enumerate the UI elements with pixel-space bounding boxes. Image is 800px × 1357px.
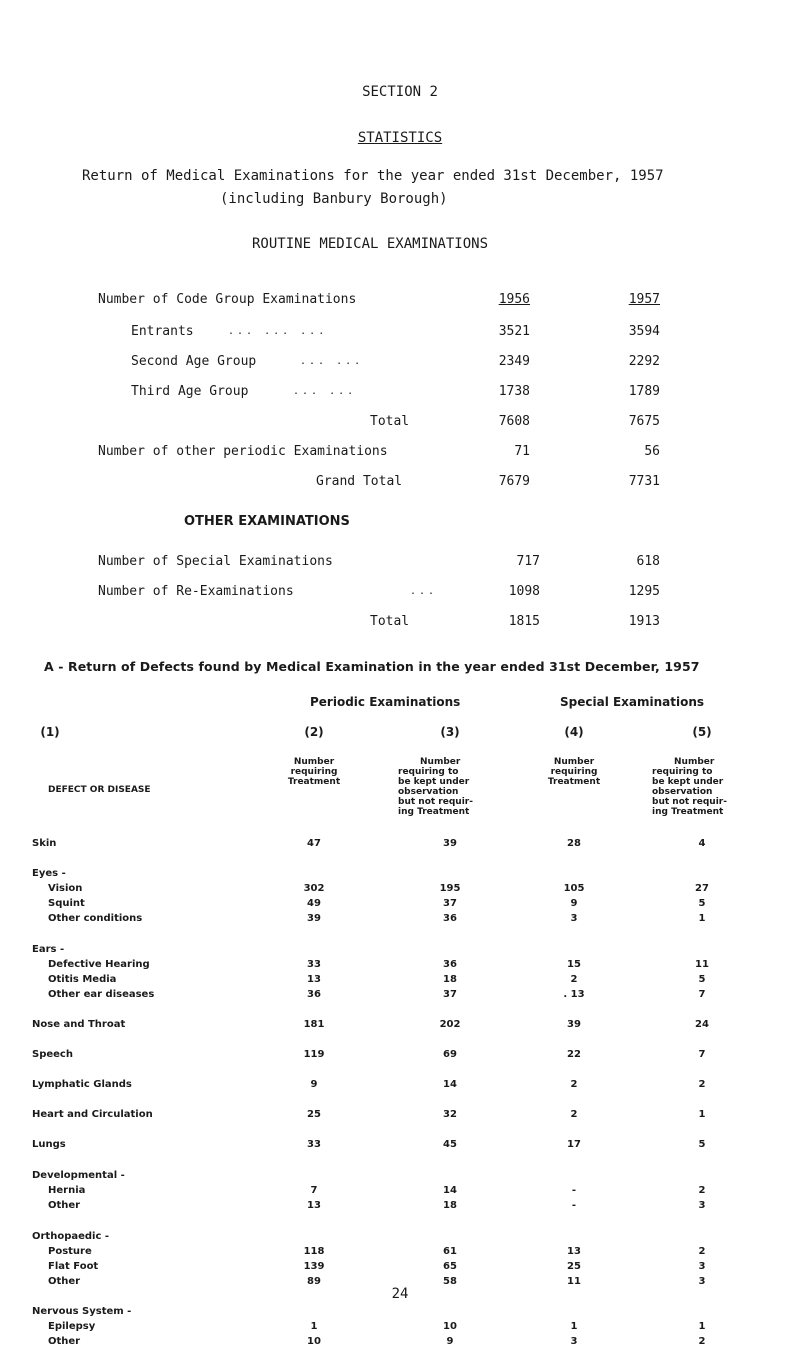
col3-description: Number requiring to be kept under observation but not requir- ing Treatment: [398, 757, 473, 817]
routine-col-1956: 1956: [498, 292, 530, 307]
other-periodic-label: Number of other periodic Examinations: [98, 444, 388, 459]
special-exams-1956: 717: [516, 554, 540, 569]
routine-total-label: Total: [370, 414, 410, 429]
defect-row-label: Squint: [48, 898, 85, 909]
cell-periodic-treatment: 36: [307, 989, 321, 1000]
cell-entrants-1956: 3521: [498, 324, 530, 339]
cell-periodic-observation: 36: [443, 959, 457, 970]
re-exams-label: Number of Re-Examinations: [98, 584, 294, 599]
cell-periodic-observation: 9: [446, 1336, 454, 1347]
defect-row-label: Hernia: [48, 1185, 86, 1196]
cell-special-observation: 3: [698, 1261, 706, 1272]
cell-periodic-observation: 45: [443, 1139, 457, 1150]
cell-special-observation: 7: [698, 989, 706, 1000]
other-periodic-1957: 56: [644, 444, 660, 459]
leader-dots: ... ... ...: [228, 326, 328, 337]
grand-total-1956: 7679: [498, 474, 530, 489]
cell-periodic-treatment: 33: [307, 1139, 321, 1150]
cell-special-treatment: 2: [570, 1079, 578, 1090]
cell-periodic-observation: 18: [443, 1200, 457, 1211]
cell-special-treatment: 2: [570, 974, 578, 985]
cell-special-observation: 3: [698, 1200, 706, 1211]
cell-periodic-observation: 18: [443, 974, 457, 985]
other-total-label: Total: [370, 614, 410, 629]
defect-row-label: Speech: [32, 1049, 73, 1060]
cell-periodic-treatment: 13: [307, 1200, 321, 1211]
col5-description: Number requiring to be kept under observation but not requir- ing Treatment: [652, 757, 727, 817]
leader-dots: ...: [410, 586, 438, 597]
defect-row-label: Other: [48, 1200, 81, 1211]
cell-special-treatment: 39: [567, 1019, 581, 1030]
special-exams-1957: 618: [636, 554, 660, 569]
defect-row-label: Heart and Circulation: [32, 1109, 153, 1120]
cell-periodic-treatment: 47: [307, 838, 321, 849]
cell-special-observation: 4: [698, 838, 706, 849]
cell-periodic-observation: 58: [443, 1276, 457, 1287]
cell-special-observation: 2: [698, 1246, 706, 1257]
cell-entrants-1957: 3594: [628, 324, 660, 339]
colnum-5: (5): [692, 725, 712, 739]
colnum-1: (1): [40, 725, 60, 739]
cell-periodic-treatment: 118: [303, 1246, 325, 1257]
cell-periodic-treatment: 39: [307, 913, 321, 924]
cell-periodic-treatment: 1: [310, 1321, 318, 1332]
row-label-second-age: Second Age Group: [131, 354, 257, 369]
defect-row-label: Lymphatic Glands: [32, 1079, 132, 1090]
defect-row-label: Lungs: [32, 1139, 66, 1150]
row-label-third-age: Third Age Group: [131, 384, 249, 399]
cell-special-observation: 1: [698, 1321, 706, 1332]
cell-periodic-observation: 69: [443, 1049, 457, 1060]
statistics-heading: STATISTICS: [357, 130, 443, 146]
colnum-4: (4): [564, 725, 584, 739]
other-total-1956: 1815: [508, 614, 540, 629]
routine-total-1956: 7608: [498, 414, 530, 429]
grand-total-1957: 7731: [628, 474, 660, 489]
defect-row-label: Otitis Media: [48, 974, 117, 985]
defect-row-label: Epilepsy: [48, 1321, 96, 1332]
cell-second-age-1957: 2292: [628, 354, 660, 369]
cell-periodic-observation: 37: [443, 898, 457, 909]
cell-periodic-treatment: 119: [303, 1049, 325, 1060]
routine-header-label: Number of Code Group Examinations: [98, 292, 357, 307]
section-heading: SECTION 2: [362, 84, 438, 100]
cell-special-observation: 2: [698, 1336, 706, 1347]
cell-periodic-treatment: 25: [307, 1109, 321, 1120]
defect-row-label: Developmental -: [32, 1170, 125, 1181]
colnum-2: (2): [304, 725, 324, 739]
cell-special-treatment: 28: [567, 838, 581, 849]
defect-row-label: Ears -: [32, 944, 65, 955]
cell-special-observation: 1: [698, 1109, 706, 1120]
cell-special-treatment: 9: [570, 898, 578, 909]
cell-special-treatment: -: [571, 1200, 577, 1211]
re-exams-1957: 1295: [628, 584, 660, 599]
cell-special-observation: 2: [698, 1079, 706, 1090]
cell-special-treatment: -: [571, 1185, 577, 1196]
cell-periodic-observation: 61: [443, 1246, 457, 1257]
defect-row-label: Other conditions: [48, 913, 143, 924]
colnum-3: (3): [440, 725, 460, 739]
cell-periodic-observation: 32: [443, 1109, 457, 1120]
re-exams-1956: 1098: [508, 584, 540, 599]
cell-special-treatment: 15: [567, 959, 581, 970]
cell-periodic-observation: 14: [443, 1185, 457, 1196]
cell-periodic-observation: 195: [439, 883, 461, 894]
cell-periodic-observation: 36: [443, 913, 457, 924]
cell-periodic-treatment: 7: [310, 1185, 318, 1196]
cell-periodic-observation: 14: [443, 1079, 457, 1090]
cell-special-observation: 27: [695, 883, 709, 894]
cell-periodic-observation: 39: [443, 838, 457, 849]
cell-special-treatment: 17: [567, 1139, 581, 1150]
defect-row-label: Eyes -: [32, 868, 66, 879]
cell-special-treatment: . 13: [563, 989, 585, 1000]
cell-periodic-observation: 37: [443, 989, 457, 1000]
cell-special-observation: 7: [698, 1049, 706, 1060]
defect-row-label: Nervous System -: [32, 1306, 132, 1317]
cell-special-observation: 1: [698, 913, 706, 924]
cell-special-observation: 24: [695, 1019, 709, 1030]
cell-special-treatment: 105: [563, 883, 585, 894]
routine-col-1957: 1957: [628, 292, 660, 307]
cell-special-treatment: 3: [570, 1336, 578, 1347]
cell-periodic-treatment: 139: [303, 1261, 325, 1272]
cell-periodic-treatment: 181: [303, 1019, 325, 1030]
cell-periodic-treatment: 302: [303, 883, 325, 894]
group-special-heading: Special Examinations: [560, 695, 705, 709]
cell-special-treatment: 3: [570, 913, 578, 924]
defect-row-label: Skin: [32, 838, 57, 849]
other-periodic-1956: 71: [514, 444, 530, 459]
cell-special-treatment: 22: [567, 1049, 581, 1060]
defect-row-label: Other ear diseases: [48, 989, 155, 1000]
cell-periodic-treatment: 33: [307, 959, 321, 970]
grand-total-label: Grand Total: [316, 474, 403, 489]
cell-third-age-1957: 1789: [628, 384, 660, 399]
cell-special-treatment: 13: [567, 1246, 581, 1257]
defect-row-label: Other: [48, 1276, 81, 1287]
defect-row-label: Vision: [48, 883, 83, 894]
cell-periodic-observation: 65: [443, 1261, 457, 1272]
col2-description: Number requiring Treatment: [287, 757, 341, 787]
document-title: Return of Medical Examinations for the year ended 31st December, 1957: [82, 168, 664, 184]
cell-special-treatment: 25: [567, 1261, 581, 1272]
defect-row-label: Other: [48, 1336, 81, 1347]
cell-periodic-treatment: 89: [307, 1276, 321, 1287]
cell-special-observation: 2: [698, 1185, 706, 1196]
row-label-entrants: Entrants: [131, 324, 194, 339]
cell-third-age-1956: 1738: [498, 384, 530, 399]
cell-periodic-treatment: 9: [310, 1079, 318, 1090]
defect-row-label: Nose and Throat: [32, 1019, 126, 1030]
special-exams-label: Number of Special Examinations: [98, 554, 333, 569]
cell-special-observation: 5: [698, 974, 706, 985]
cell-special-treatment: 11: [567, 1276, 581, 1287]
cell-periodic-treatment: 10: [307, 1336, 321, 1347]
leader-dots: ... ...: [300, 356, 364, 367]
page-number: 24: [391, 1286, 409, 1302]
defect-row-label: Posture: [48, 1246, 92, 1257]
cell-special-observation: 11: [695, 959, 709, 970]
leader-dots: ... ...: [293, 386, 357, 397]
defects-table-title: A - Return of Defects found by Medical Examination in the year ended 31st December, 1957: [44, 659, 700, 674]
cell-special-treatment: 1: [570, 1321, 578, 1332]
defect-row-label: Orthopaedic -: [32, 1231, 110, 1242]
defect-row-label: Flat Foot: [48, 1261, 99, 1272]
col-defect-heading: DEFECT OR DISEASE: [48, 785, 151, 795]
cell-second-age-1956: 2349: [498, 354, 530, 369]
group-periodic-heading: Periodic Examinations: [310, 695, 461, 709]
other-total-1957: 1913: [628, 614, 660, 629]
cell-special-treatment: 2: [570, 1109, 578, 1120]
cell-special-observation: 5: [698, 898, 706, 909]
cell-special-observation: 5: [698, 1139, 706, 1150]
cell-periodic-observation: 10: [443, 1321, 457, 1332]
routine-heading: ROUTINE MEDICAL EXAMINATIONS: [252, 236, 489, 252]
cell-periodic-observation: 202: [439, 1019, 461, 1030]
routine-total-1957: 7675: [628, 414, 660, 429]
cell-periodic-treatment: 13: [307, 974, 321, 985]
col4-description: Number requiring Treatment: [547, 757, 601, 787]
document-subtitle: (including Banbury Borough): [220, 191, 448, 207]
cell-periodic-treatment: 49: [307, 898, 321, 909]
defect-row-label: Defective Hearing: [48, 959, 150, 970]
other-examinations-heading: OTHER EXAMINATIONS: [184, 514, 350, 529]
cell-special-observation: 3: [698, 1276, 706, 1287]
